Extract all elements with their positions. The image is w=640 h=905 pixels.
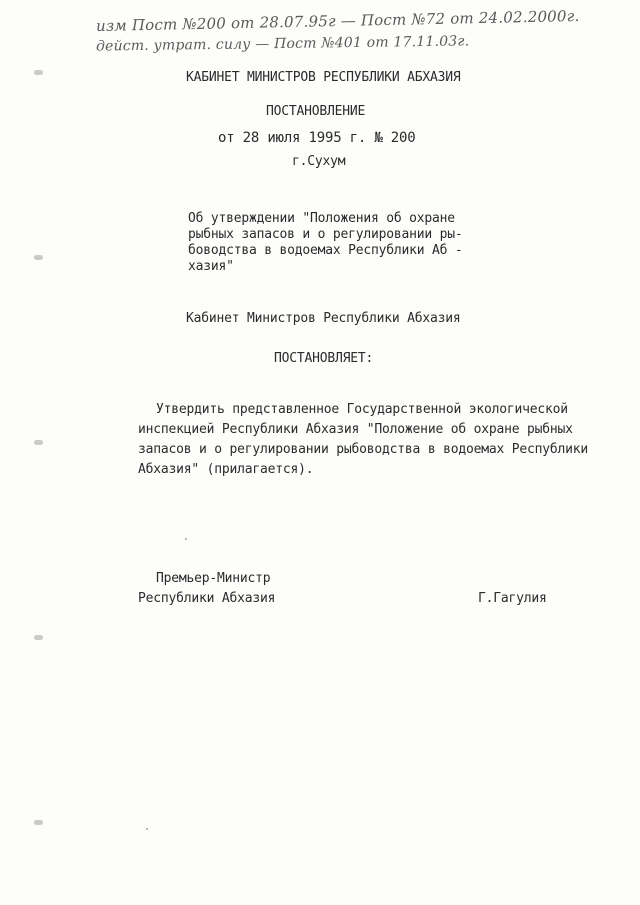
signature-title-line-2: Республики Абхазия — [138, 591, 276, 606]
body-line-4: Абхазия" (прилагается). — [138, 462, 314, 477]
handwritten-note-line1: изм Пост №200 от 28.07.95г — Пост №72 от 24.02.2000г. — [95, 6, 580, 36]
decrees-heading: ПОСТАНОВЛЯЕТ: — [274, 351, 374, 366]
subject-line-2: рыбных запасов и о регулировании ры- — [188, 227, 463, 242]
city: г.Сухум — [292, 154, 346, 169]
punch-hole — [34, 635, 43, 640]
speck — [146, 828, 148, 830]
body-line-1: Утвердить представленное Государственной экологической — [156, 402, 568, 417]
signature-title-line-1: Премьер-Министр — [156, 571, 271, 586]
subject-line-4: хазия" — [188, 259, 234, 274]
punch-hole — [34, 820, 43, 825]
punch-hole — [34, 70, 43, 75]
preamble-actor: Кабинет Министров Республики Абхазия — [186, 311, 461, 326]
institution-title: КАБИНЕТ МИНИСТРОВ РЕСПУБЛИКИ АБХАЗИЯ — [186, 70, 461, 85]
signatory-name: Г.Гагулия — [478, 591, 547, 606]
punch-hole — [34, 255, 43, 260]
body-line-3: запасов и о регулировании рыбоводства в водоемах Республики — [138, 442, 588, 457]
subject-line-1: Об утверждении "Положения об охране — [188, 211, 455, 226]
body-line-2: инспекцией Республики Абхазия "Положение об охране рыбных — [138, 422, 573, 437]
subject-line-3: боводства в водоемах Республики Аб - — [188, 243, 463, 258]
handwritten-note-line2: дейст. утрат. силу — Пост №401 от 17.11.03г. — [95, 33, 470, 55]
document-type: ПОСТАНОВЛЕНИЕ — [266, 104, 366, 119]
punch-hole — [34, 440, 43, 445]
date-and-number: от 28 июля 1995 г. № 200 — [218, 130, 416, 146]
speck — [185, 538, 187, 540]
